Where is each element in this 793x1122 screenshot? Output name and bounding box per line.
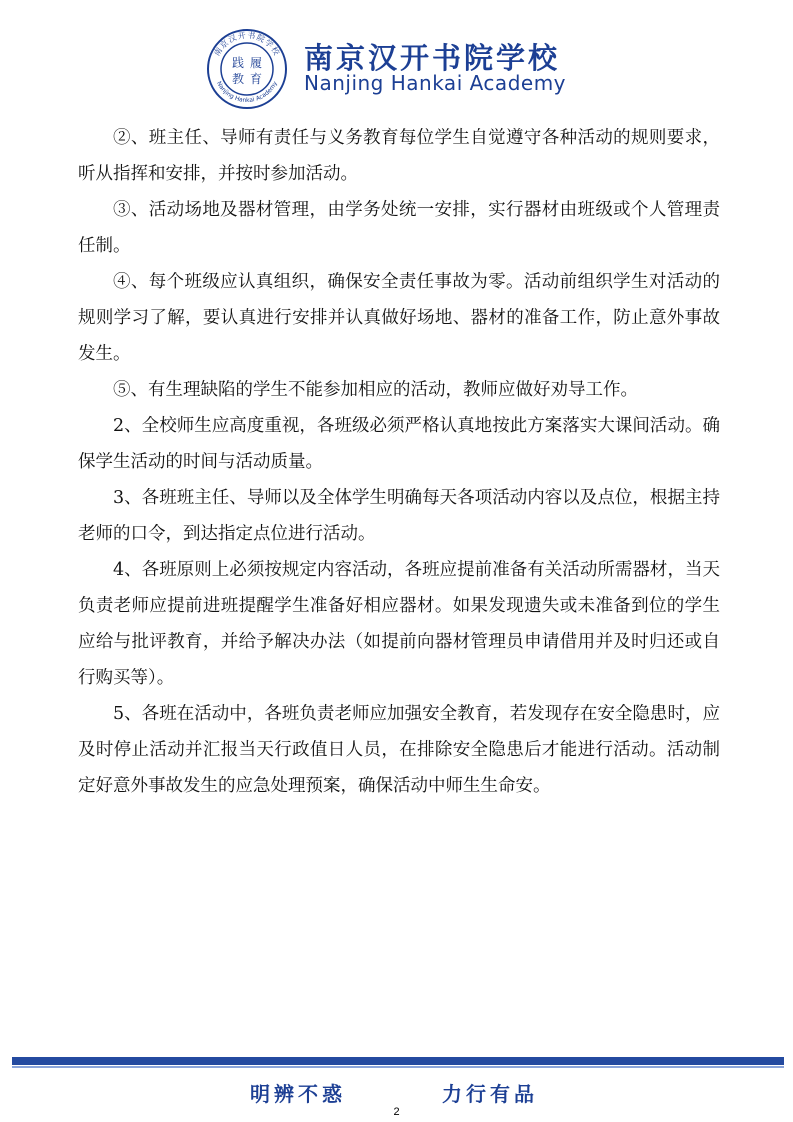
page-header (0, 0, 793, 110)
paragraph-item-3: ③、活动场地及器材管理，由学务处统一安排，实行器材由班级或个人管理责任制。 (78, 200, 720, 256)
page-number: 2 (393, 1106, 400, 1118)
seal-ring-top-text: 南京汉开书院学校 (212, 30, 282, 58)
footer-divider-thin (12, 1066, 784, 1068)
footer-divider (12, 1057, 784, 1069)
motto-right: 力行有品 (442, 1082, 538, 1106)
school-name-cn: 南京汉开书院学校 (304, 41, 561, 75)
seal-char-2: 履 (249, 56, 263, 70)
paragraph-item-5: ⑤、有生理缺陷的学生不能参加相应的活动，教师应做好劝导工作。 (113, 380, 638, 400)
document-body (78, 120, 720, 804)
school-seal-icon (206, 28, 288, 110)
seal-ring-bottom-text: Nanjing Hankai Academy (215, 80, 279, 105)
seal-char-3: 教 (231, 72, 245, 86)
paragraph-point-4: 4、各班原则上必须按规定内容活动，各班应提前准备有关活动所需器材，当天负责老师应提前进班提醒学生准备好相应器材。如果发现遗失或未准备到位的学生应给与批评教育，并给予解决办法（如提前向器材管理员申请借用并及时归还或自行购买等）。 (78, 560, 720, 688)
paragraph-point-3: 3、各班班主任、导师以及全体学生明确每天各项活动内容以及点位，根据主持老师的口令，到达指定点位进行活动。 (78, 488, 720, 544)
paragraph-item-2: ②、班主任、导师有责任与义务教育每位学生自觉遵守各种活动的规则要求，听从指挥和安排，并按时参加活动。 (78, 128, 720, 184)
footer-divider-thick (12, 1057, 784, 1065)
paragraph-item-4: ④、每个班级应认真组织，确保安全责任事故为零。活动前组织学生对活动的规则学习了解，要认真进行安排并认真做好场地、器材的准备工作，防止意外事故发生。 (78, 272, 720, 364)
seal-char-1: 践 (231, 56, 245, 70)
motto-left: 明辨不惑 (250, 1082, 346, 1106)
seal-char-4: 育 (249, 72, 263, 86)
paragraph-point-2: 2、全校师生应高度重视，各班级必须严格认真地按此方案落实大课间活动。确保学生活动的时间与活动质量。 (78, 416, 720, 472)
paragraph-point-5: 5、各班在活动中，各班负责老师应加强安全教育，若发现存在安全隐患时，应及时停止活动并汇报当天行政值日人员，在排除安全隐患后才能进行活动。活动制定好意外事故发生的应急处理预案，确保活动中师生生命安。 (78, 704, 720, 796)
school-name-en: Nanjing Hankai Academy (304, 71, 567, 95)
